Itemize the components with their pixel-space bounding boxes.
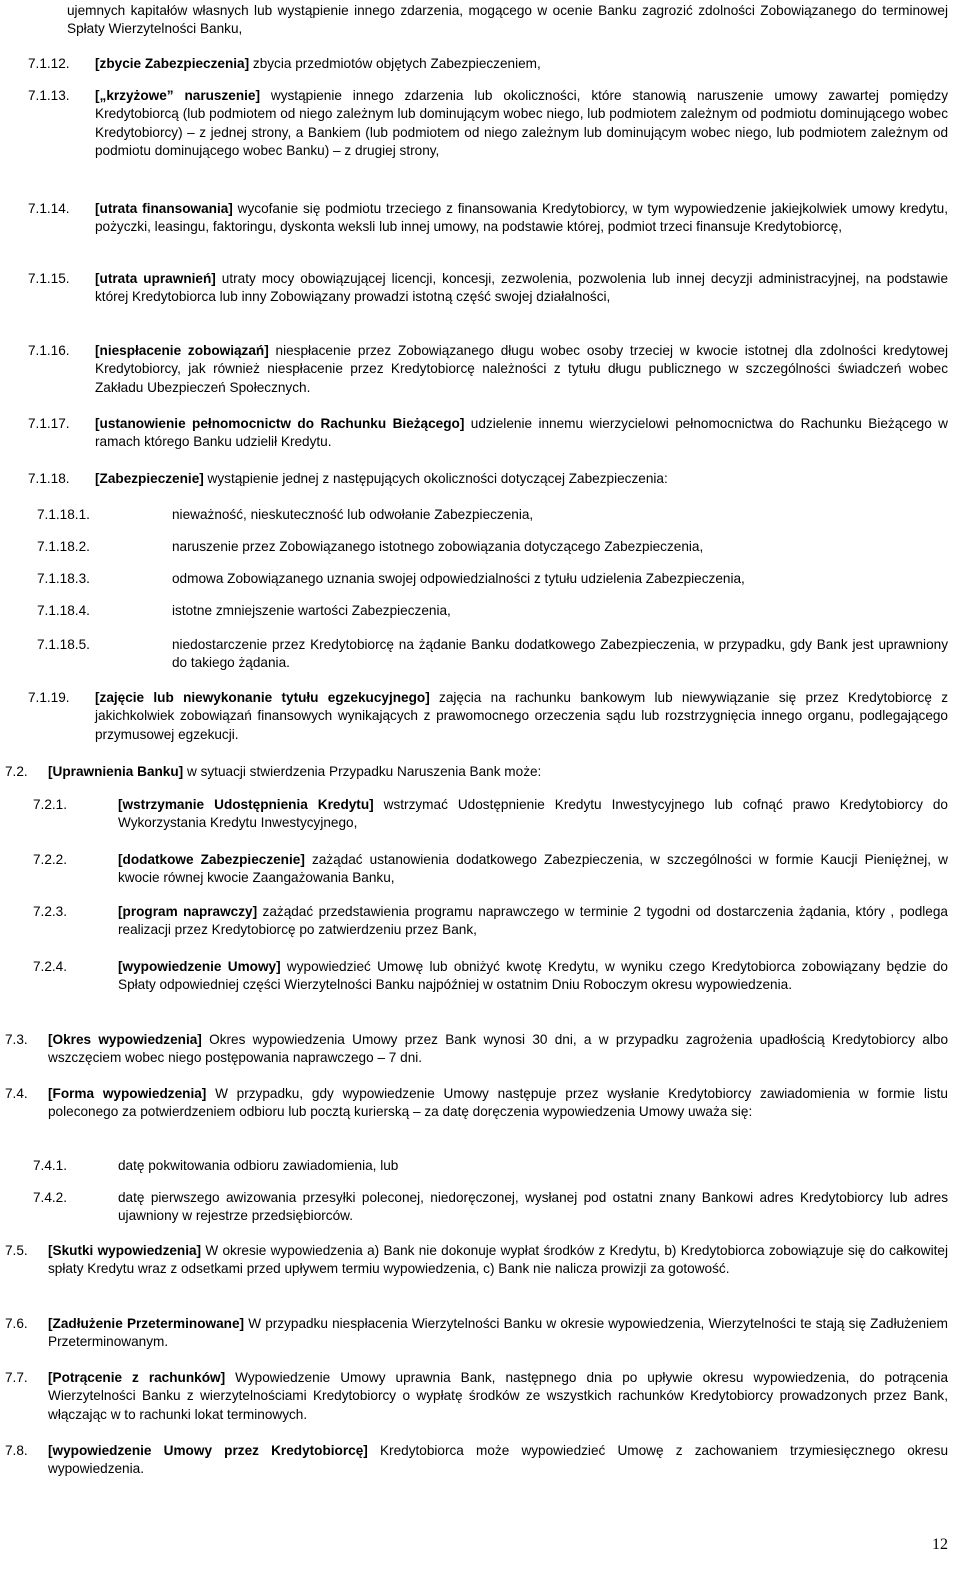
clause-heading: [dodatkowe Zabezpieczenie] (118, 852, 305, 867)
clause-7-4-2 (33, 1189, 948, 1226)
clause-number: 7.2. (5, 764, 28, 779)
clause-heading: [utrata finansowania] (95, 201, 233, 216)
clause-7-4-1 (33, 1157, 948, 1175)
clause-body: Kredytobiorca może wypowiedzieć Umowę z zachowaniem trzymiesięcznego okresu wypowiedzenia. (48, 1443, 948, 1477)
clause-7-2-2 (33, 851, 948, 888)
clause-7-2-1 (33, 796, 948, 833)
clause-7-1-17 (28, 415, 948, 452)
clause-body: wystąpienie innego zdarzenia lub okoliczności, które stanowią naruszenie umowy zawartej pomiędzy Kredytobiorcą (lub podmiotem od niego zależnym lub dominującym wobec niego, lub podmiotem zależnym od podmiotu dominującego wobec Kredytobiorcy) – z jednej strony, a Bankiem (lub podmiotem od niego zależnym lub dominującym wobec niego, lub podmiotem zależnym od podmiotu dominującego wobec Banku) – z drugiej strony, (95, 88, 948, 159)
clause-number: 7.7. (5, 1370, 28, 1385)
clause-body: istotne zmniejszenie wartości Zabezpieczenia, (172, 603, 451, 618)
clause-7-1-19 (28, 689, 948, 744)
clause-body: zajęcia na rachunku bankowym lub niewywiązanie się przez Kredytobiorcę z jakichkolwiek zobowiązań finansowych wynikających z prawomocnego orzeczenia sądu lub rozstrzygnięcia innego organu, podlegającego przymusowej egzekucji. (95, 690, 948, 742)
clause-number: 7.2.2. (33, 852, 68, 867)
clause-7-1-15 (28, 270, 948, 307)
clause-text (172, 636, 948, 673)
clause-body: Okres wypowiedzenia Umowy przez Bank wynosi 30 dni, a w przypadku zagrożenia upadłością Kredytobiorcy albo wszczęciem wobec niego postępowania naprawczego – 7 dni. (48, 1032, 948, 1066)
clause-text (48, 1442, 948, 1479)
clause-body: W przypadku, gdy wypowiedzenie Umowy następuje przez wysłanie Kredytobiorcy zawiadomienia w formie listu poleconego za potwierdzeniem odbioru lub pocztą kurierską – za datę doręczenia wypowiedzenia Umowy uważa się: (48, 1086, 948, 1120)
clause-heading: [zajęcie lub niewykonanie tytułu egzekucyjnego] (95, 690, 430, 705)
clause-body: zażądać ustanowienia dodatkowego Zabezpieczenia, w szczególności w formie Kaucji Pieniężnej, w kwocie równej kwocie Zaangażowania Banku, (118, 852, 948, 886)
clause-number: 7.1.19. (28, 690, 70, 705)
clause-heading: [niespłacenie zobowiązań] (95, 343, 269, 358)
clause-text (95, 200, 948, 237)
clause-7-6 (5, 1315, 948, 1352)
clause-body: w sytuacji stwierdzenia Przypadku Naruszenia Bank może: (183, 764, 542, 779)
clause-text (95, 415, 948, 452)
clause-number: 7.1.18.2. (37, 539, 90, 554)
clause-heading: [wstrzymanie Udostępnienia Kredytu] (118, 797, 374, 812)
clause-number: 7.1.15. (28, 271, 70, 286)
clause-body: datę pierwszego awizowania przesyłki poleconej, niedoręczonej, wysłanej pod ostatni znany Bankowi adres Kredytobiorcy lub adres ujawniony w rejestrze przedsiębiorców. (118, 1190, 948, 1224)
clause-text (95, 689, 948, 744)
clause-number: 7.1.18.1. (37, 507, 90, 522)
clause-heading: [zbycie Zabezpieczenia] (95, 56, 250, 71)
clause-7-3 (5, 1031, 948, 1068)
clause-heading: [utrata uprawnień] (95, 271, 216, 286)
clause-number: 7.2.1. (33, 797, 68, 812)
clause-text (118, 903, 948, 940)
clause-body: wycofanie się podmiotu trzeciego z finansowania Kredytobiorcy, w tym wypowiedzenie jakiejkolwiek umowy kredytu, pożyczki, leasingu, faktoringu, dyskonta weksli lub innej umowy, na podstawie której, podmiot trzeci finansuje Kredytobiorcę, (95, 201, 948, 235)
clause-body: wstrzymać Udostępnienie Kredytu Inwestycyjnego lub cofnąć prawo Kredytobiorcy do Wykorzystania Kredytu Inwestycyjnego, (118, 797, 948, 831)
clause-number: 7.1.17. (28, 416, 70, 431)
clause-text (48, 1085, 948, 1122)
clause-7-1-18-1 (37, 506, 948, 524)
clause-7-1-13 (28, 87, 948, 161)
clause-7-4 (5, 1085, 948, 1122)
clause-7-1-18-4 (37, 602, 948, 620)
clause-text (67, 2, 948, 39)
clause-heading: [Uprawnienia Banku] (48, 764, 184, 779)
clause-body: zażądać przedstawienia programu naprawczego w terminie 2 tygodni od dostarczenia żądania, który , podlega realizacji przez Kredytobiorcę po zatwierdzeniu przez Bank, (118, 904, 948, 938)
clause-number: 7.3. (5, 1032, 28, 1047)
clause-text (95, 342, 948, 397)
clause-7-1-18-2 (37, 538, 948, 556)
clause-number: 7.2.3. (33, 904, 68, 919)
clause-7-1-18-3 (37, 570, 948, 588)
clause-number: 7.2.4. (33, 959, 68, 974)
clause-body: Wypowiedzenie Umowy uprawnia Bank, następnego dnia po upływie okresu wypowiedzenia, do potrącenia Wierzytelności Banku z wierzytelnościami Kredytobiorcy o wypłatę środków ze wszystkich rachunków Kredytobiorcy prowadzonych przez Bank, włączając w to rachunki lokat terminowych. (48, 1370, 949, 1422)
clause-body: zbycia przedmiotów objętych Zabezpieczeniem, (249, 56, 541, 71)
clause-7-1-18 (28, 470, 948, 488)
clause-body: niespłacenie przez Zobowiązanego długu wobec osoby trzeciej w kwocie istotnej dla zdolności kredytowej Kredytobiorcy, jak również niespłacenie przez Kredytobiorcę należności z tytułu długu publicznego w szczególności świadczeń wobec Zakładu Ubezpieczeń Społecznych. (95, 343, 948, 395)
clause-text (48, 1369, 948, 1424)
clause-body: datę pokwitowania odbioru zawiadomienia, lub (118, 1158, 399, 1173)
clause-number: 7.1.18.5. (37, 637, 90, 652)
clause-number: 7.4.2. (33, 1190, 68, 1205)
clause-heading: [Zabezpieczenie] (95, 471, 204, 486)
clause-body: W okresie wypowiedzenia a) Bank nie dokonuje wypłat środków z Kredytu, b) Kredytobiorca zobowiązuje się do całkowitej spłaty Kredytu wraz z odsetkami przed upływem termiu wypowiedzenia, c) Bank nie nalicza prowizji za gotowość. (48, 1243, 948, 1277)
clause-text (95, 470, 948, 488)
clause-number: 7.1.14. (28, 201, 70, 216)
clause-7-1-14 (28, 200, 948, 237)
clause-text (172, 602, 948, 620)
clause-body: ujemnych kapitałów własnych lub wystąpienie innego zdarzenia, mogącego w ocenie Banku zagrozić zdolności Zobowiązanego do terminowej Spłaty Wierzytelności Banku, (67, 3, 948, 37)
clause-number: 7.1.16. (28, 343, 70, 358)
clause-body: nieważność, nieskuteczność lub odwołanie Zabezpieczenia, (172, 507, 534, 522)
clause-7-1-16 (28, 342, 948, 397)
clause-body: naruszenie przez Zobowiązanego istotnego zobowiązania dotyczącego Zabezpieczenia, (172, 539, 704, 554)
clause-text (118, 1189, 948, 1226)
clause-7-2-3 (33, 903, 948, 940)
clause-intro (0, 2, 948, 39)
clause-text (95, 87, 948, 161)
clause-text (48, 763, 948, 781)
clause-text (95, 55, 948, 73)
clause-heading: [Potrącenie z rachunków] (48, 1370, 226, 1385)
clause-heading: [wypowiedzenie Umowy przez Kredytobiorcę] (48, 1443, 368, 1458)
clause-7-7 (5, 1369, 948, 1424)
clause-text (118, 1157, 948, 1175)
clause-heading: [ustanowienie pełnomocnictw do Rachunku Bieżącego] (95, 416, 465, 431)
clause-text (172, 570, 948, 588)
clause-text (118, 851, 948, 888)
clause-number: 7.1.18. (28, 471, 70, 486)
clause-number: 7.4. (5, 1086, 28, 1101)
clause-7-1-18-5 (37, 636, 948, 673)
clause-7-2-4 (33, 958, 948, 995)
clause-body: wystąpienie jednej z następujących okoliczności dotyczącej Zabezpieczenia: (203, 471, 668, 486)
clause-7-5 (5, 1242, 948, 1279)
clause-text (118, 958, 948, 995)
clause-text (48, 1031, 948, 1068)
clause-number: 7.4.1. (33, 1158, 68, 1173)
clause-7-2 (5, 763, 948, 781)
clause-body: W przypadku niespłacenia Wierzytelności Banku w okresie wypowiedzenia, Wierzytelności te stają się Zadłużeniem Przeterminowanym. (48, 1316, 948, 1350)
clause-number: 7.5. (5, 1243, 28, 1258)
clause-7-8 (5, 1442, 948, 1479)
clause-body: odmowa Zobowiązanego uznania swojej odpowiedzialności z tytułu udzielenia Zabezpieczenia, (172, 571, 745, 586)
clause-text (172, 506, 948, 524)
clause-number: 7.8. (5, 1443, 28, 1458)
clause-heading: [„krzyżowe” naruszenie] (95, 88, 260, 103)
clause-heading: [Zadłużenie Przeterminowane] (48, 1316, 245, 1331)
clause-heading: [Forma wypowiedzenia] (48, 1086, 207, 1101)
clause-number: 7.6. (5, 1316, 28, 1331)
clause-heading: [wypowiedzenie Umowy] (118, 959, 281, 974)
clause-heading: [Skutki wypowiedzenia] (48, 1243, 202, 1258)
clause-7-1-12 (28, 55, 948, 73)
clause-text (118, 796, 948, 833)
clause-heading: [program naprawczy] (118, 904, 258, 919)
clause-body: udzielenie innemu wierzycielowi pełnomocnictwa do Rachunku Bieżącego w ramach którego Banku udzielił Kredytu. (95, 416, 948, 450)
clause-number: 7.1.13. (28, 88, 70, 103)
clause-number: 7.1.18.4. (37, 603, 90, 618)
clause-text (172, 538, 948, 556)
clause-text (95, 270, 948, 307)
clause-number: 7.1.12. (28, 56, 70, 71)
clause-heading: [Okres wypowiedzenia] (48, 1032, 202, 1047)
clause-text (48, 1242, 948, 1279)
clause-number: 7.1.18.3. (37, 571, 90, 586)
clause-body: wypowiedzieć Umowę lub obniżyć kwotę Kredytu, w wyniku czego Kredytobiorca zobowiązany będzie do Spłaty odpowiedniej części Wierzytelności Banku najpóźniej w ostatnim Dniu Roboczym okresu wypowiedzenia. (118, 959, 948, 993)
clause-body: utraty mocy obowiązującej licencji, koncesji, zezwolenia, pozwolenia lub innej decyzji administracyjnej, na podstawie której Kredytobiorca lub inny Zobowiązany prowadzi istotną część swojej działalności, (95, 271, 949, 305)
clause-body: niedostarczenie przez Kredytobiorcę na żądanie Banku dodatkowego Zabezpieczenia, w przypadku, gdy Bank jest uprawniony do takiego żądania. (172, 637, 948, 671)
clause-text (48, 1315, 948, 1352)
page-number: 12 (932, 1536, 948, 1553)
